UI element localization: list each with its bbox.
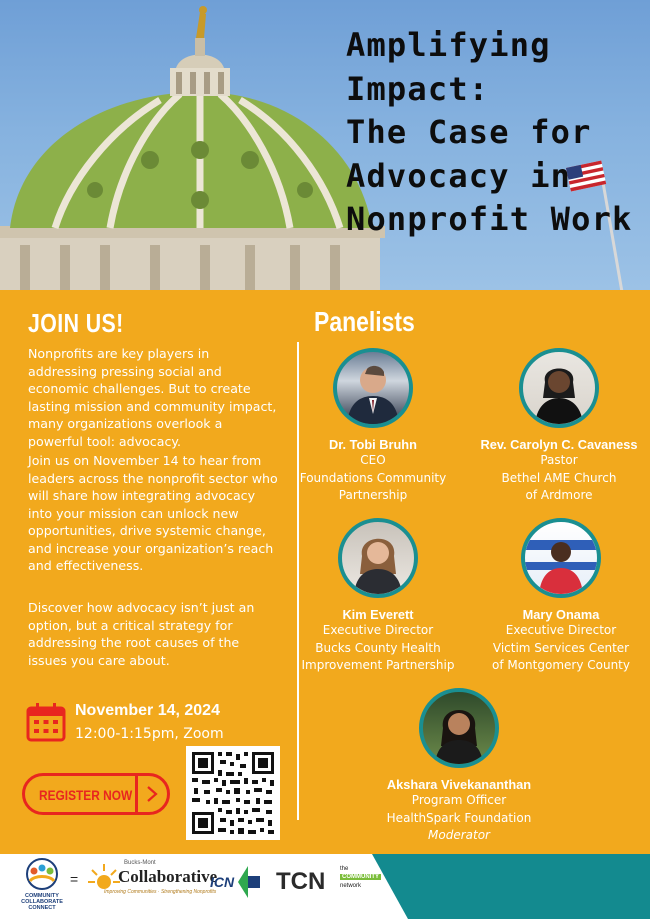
panelist-org: Partnership [338,488,408,502]
collaborative-tagline: Improving Communities · Strengthening Nonprofits [104,889,217,895]
panelist-name: Mary Onama [522,607,600,622]
panelist-org: Improvement Partnership [301,658,455,672]
panelist-name: Rev. Carolyn C. Cavaness [480,437,638,452]
avatar [519,348,599,428]
panelist-name: Akshara Vivekananthan [386,777,532,792]
tcn-logo-text: TCN [276,868,326,895]
register-divider [135,776,138,812]
panelist-org: of Montgomery County [491,658,630,672]
footer-accent [372,854,650,919]
moderator-card [364,688,554,845]
panelist-title: Program Officer [411,793,507,807]
ccc-logo-text: COMMUNITY COLLABORATE CONNECT [21,893,63,911]
person-silhouette-icon [523,352,595,424]
tcn-network: network [340,883,362,889]
panelist-card [466,518,650,675]
panelists-heading: Panelists [314,306,415,337]
qr-code-icon [186,746,280,840]
person-silhouette-icon [337,352,409,424]
title-line: The Case for [346,113,592,151]
tcn-the: the [340,866,349,872]
panelist-title: CEO [360,453,386,467]
panelist-org: Victim Services Center [492,640,630,655]
panelist-title: Pastor [540,453,578,467]
panelist-card [283,518,473,675]
collaborative-sublabel: Bucks-Mont [124,860,156,866]
panelist-title: Executive Director [322,623,434,637]
panelist-name: Dr. Tobi Bruhn [329,437,417,452]
avatar [338,518,418,598]
panelist-org: of Ardmore [525,488,593,502]
title-line: Advocacy in [346,156,572,195]
details-paragraph: Join us on November 14 to hear from leaders across the nonprofit sector who will share how integrating advocacy into your mission can unlock new opportunities, drive systemic change, and increase your organization’s reach and effectiveness. [28,453,278,573]
calendar-icon [26,702,66,742]
register-label: REGISTER NOW [39,787,133,803]
collaborative-logo-text: Collaborative [118,867,218,886]
person-silhouette-icon [525,522,597,594]
panelist-org: Foundations Community [299,470,447,485]
panelist-name: Kim Everett [342,607,414,622]
avatar [333,348,413,428]
qr-code[interactable] [186,746,280,840]
sun-logo-icon [86,862,122,892]
panelist-title: Executive Director [505,623,617,637]
title-line: Amplifying [346,26,551,64]
panelist-role: Moderator [428,828,490,842]
event-title [346,24,646,242]
join-heading: JOIN US! [28,308,124,338]
avatar [521,518,601,598]
community-logo-icon [24,857,60,891]
tcn-community: COMMUNITY [342,874,379,880]
icn-logo-icon [234,862,264,902]
register-now-button[interactable] [22,773,170,815]
closing-paragraph: Discover how advocacy isn’t just an option, but a critical strategy for addressing the root causes of the issues you care about. [28,600,255,668]
panelist-org: Bethel AME Church [501,470,617,485]
avatar [419,688,499,768]
panelist-card [278,348,468,505]
icn-logo-text: ICN [210,874,235,890]
title-line: Nonprofit Work [346,200,633,238]
intro-paragraph: Nonprofits are key players in addressing pressing social and economic challenges. But to create lasting mission and community impact, many organizations overlook a powerful tool: advocacy. [28,346,277,449]
panelist-org: HealthSpark Foundation [386,810,532,825]
title-line: Impact: [346,69,490,108]
panelist-org: Bucks County Health [315,640,441,655]
chevron-right-icon [143,784,161,804]
person-silhouette-icon [423,692,495,764]
event-date: November 14, 2024 [75,702,220,719]
event-time: 12:00-1:15pm, Zoom [75,726,224,742]
equals-sign: = [70,871,79,887]
panelist-card [464,348,650,505]
person-silhouette-icon [342,522,414,594]
